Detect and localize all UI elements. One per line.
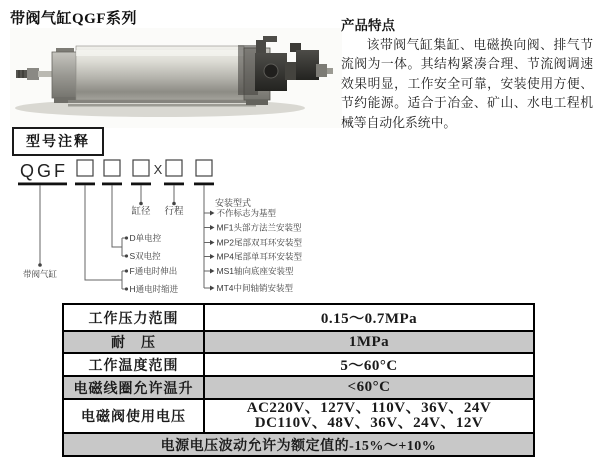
- mounting-header-label: 安装型式: [215, 198, 252, 208]
- bore-label: 缸径: [131, 206, 151, 217]
- control-label-extend: F通电时伸出: [129, 266, 178, 276]
- features-heading: 产品特点: [341, 18, 395, 33]
- code-boxes: [77, 160, 212, 176]
- mounting-label-mp4: MP4尾部单耳环安装型: [216, 251, 302, 262]
- model-notation-title: 型号注释: [12, 127, 104, 156]
- cylinder-photo-illustration: [10, 28, 342, 128]
- model-code-diagram: [10, 150, 350, 303]
- table-label: 工作温度范围: [64, 354, 205, 375]
- code-box-mounting: [196, 160, 212, 176]
- table-value: 1MPa: [348, 333, 390, 350]
- voltage-dc-line: DC110V、48V、36V、24V、12V: [254, 415, 484, 431]
- underline-bars: [18, 183, 214, 186]
- table-label: 耐 压: [64, 332, 205, 352]
- mounting-label-mf1: MF1头部方法兰安装型: [216, 222, 302, 233]
- mounting-label-basic: 不作标志为基型: [216, 208, 277, 218]
- model-prefix-text: QGF: [20, 161, 68, 181]
- product-features: [341, 14, 593, 133]
- table-label: 电磁线圈允许温升: [64, 377, 205, 398]
- cylinder-barrel: [76, 46, 244, 100]
- separator-x-text: X: [153, 162, 163, 177]
- table-value: 0.15～0.7MPa: [320, 311, 418, 327]
- table-value: <60°C: [347, 379, 391, 395]
- table-label: 工作压力范围: [64, 305, 205, 330]
- table-row: [64, 400, 533, 434]
- connector-lines: [40, 185, 210, 289]
- code-box-action: [104, 160, 120, 176]
- connector-dots: [38, 202, 214, 291]
- mounting-label-mp2: MP2尾部双耳环安装型: [216, 237, 302, 248]
- spec-table: [62, 303, 535, 457]
- table-row: [64, 377, 533, 400]
- code-box-stroke: [166, 160, 182, 176]
- mounting-label-ms1: MS1轴向底座安装型: [216, 266, 294, 276]
- front-cap: [52, 48, 78, 103]
- control-label-single: D单电控: [129, 233, 162, 243]
- code-box-control: [77, 160, 93, 176]
- series-label: 带阀气缸: [23, 269, 58, 279]
- mounting-label-mt4: MT4中间轴销安装型: [216, 283, 294, 293]
- table-row: [64, 354, 533, 377]
- table-label: 电磁阀使用电压: [64, 400, 205, 432]
- code-box-bore: [133, 160, 149, 176]
- table-row: [64, 332, 533, 354]
- stroke-label: 行程: [164, 206, 184, 217]
- table-footer: 电源电压波动允许为额定值的-15%～+10%: [64, 434, 533, 455]
- control-label-retract: H通电时缩进: [129, 284, 179, 294]
- voltage-ac-line: AC220V、127V、110V、36V、24V: [246, 400, 492, 416]
- page-title: 带阀气缸QGF系列: [10, 11, 137, 27]
- features-body: 该带阀气缸集缸、电磁换向阀、排气节流阀为一体。其结构紧凑合理、节流阀调速效果明显，工作安全可靠，安装使用方便、节约能源。适合于冶金、矿山、水电工程机械等自动化系统中。: [341, 38, 593, 130]
- control-label-double: S双电控: [129, 251, 161, 261]
- table-value: [205, 400, 533, 432]
- table-value: 5～60°C: [340, 358, 398, 374]
- table-row: [64, 305, 533, 332]
